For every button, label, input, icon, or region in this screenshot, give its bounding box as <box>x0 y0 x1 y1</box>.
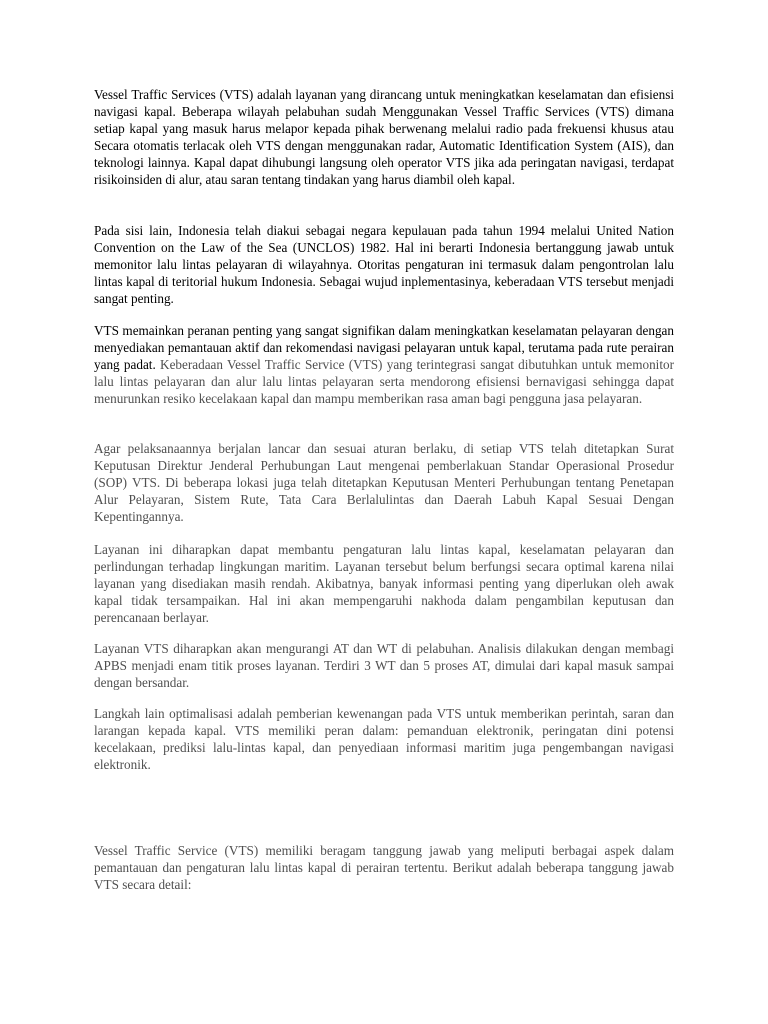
paragraph-vts-role <box>94 322 674 407</box>
paragraph-service-expectation: Layanan ini diharapkan dapat membantu pengaturan lalu lintas kapal, keselamatan pelayaran dan perlindungan terhadap lingkungan maritim. Layanan tersebut belum berfungsi secara optimal karena nilai layanan yang disediakan masih rendah. Akibatnya, banyak informasi penting yang diperlukan oleh awak kapal tidak tersampaikan. Hal ini akan mempengaruhi nakhoda dalam pengambilan keputusan dan perencanaan berlayar. <box>94 542 674 625</box>
paragraph-vts-definition: Vessel Traffic Services (VTS) adalah layanan yang dirancang untuk meningkatkan keselamatan dan efisiensi navigasi kapal. Beberapa wilayah pelabuhan sudah Menggunakan Vessel Traffic Services (VTS) dimana setiap kapal yang masuk harus melapor kepada pihak berwenang melalui radio pada frekuensi khusus atau Secara otomatis terlacak oleh VTS dengan menggunakan radar, Automatic Identification System (AIS), dan teknologi lainnya. Kapal dapat dihubungi langsung oleh operator VTS jika ada peringatan navigasi, terdapat risikoinsiden di alur, atau saran tentang tindakan yang harus diambil oleh kapal. <box>94 87 674 187</box>
paragraph-optimization: Langkah lain optimalisasi adalah pemberian kewenangan pada VTS untuk memberikan perintah, saran dan larangan kepada kapal. VTS memiliki peran dalam: pemanduan elektronik, peringatan dini potensi kecelakaan, prediksi lalu-lintas kapal, dan penyediaan informasi maritim juga pengembangan navigasi elektronik. <box>94 706 674 772</box>
paragraph-responsibilities: Vessel Traffic Service (VTS) memiliki beragam tanggung jawab yang meliputi berbagai aspek dalam pemantauan dan pengaturan lalu lintas kapal di perairan tertentu. Berikut adalah beberapa tanggung jawab VTS secara detail: <box>94 843 674 892</box>
paragraph-sop: Agar pelaksanaannya berjalan lancar dan sesuai aturan berlaku, di setiap VTS telah ditetapkan Surat Keputusan Direktur Jenderal Perhubungan Laut mengenai pemberlakuan Standar Operasional Prosedur (SOP) VTS. Di beberapa lokasi juga telah ditetapkan Keputusan Menteri Perhubungan tentang Penetapan Alur Pelayaran, Sistem Rute, Tata Cara Berlalulintas dan Daerah Labuh Kapal Sesuai Dengan Kepentingannya. <box>94 441 674 524</box>
paragraph-vts-role-black: VTS memainkan peranan penting yang sangat signifikan dalam meningkatkan keselamatan pelayaran dengan menyediakan pemantauan aktif dan rekomendasi navigasi pelayaran untuk kapal, terutama pada rute perairan yang padat. <box>94 323 674 372</box>
paragraph-unclos: Pada sisi lain, Indonesia telah diakui sebagai negara kepulauan pada tahun 1994 melalui United Nation Convention on the Law of the Sea (UNCLOS) 1982. Hal ini berarti Indonesia bertanggung jawab untuk memonitor lalu lintas pelayaran di wilayahnya. Otoritas pengaturan ini termasuk dalam pengontrolan lalu lintas kapal di teritorial hukum Indonesia. Sebagai wujud inplementasinya, keberadaan VTS tersebut menjadi sangat penting. <box>94 223 674 306</box>
paragraph-vts-role-gray: Keberadaan Vessel Traffic Service (VTS) yang terintegrasi sangat dibutuhkan untuk memonitor lalu lintas pelayaran dan alur lalu lintas pelayaran serta mendorong efisiensi bernavigasi sehingga dapat menurunkan resiko kecelakaan kapal dan mampu memberikan rasa aman bagi pengguna jasa pelayaran. <box>94 357 674 406</box>
paragraph-at-wt: Layanan VTS diharapkan akan mengurangi AT dan WT di pelabuhan. Analisis dilakukan dengan membagi APBS menjadi enam titik proses layanan. Terdiri 3 WT dan 5 proses AT, dimulai dari kapal masuk sampai dengan bersandar. <box>94 641 674 690</box>
